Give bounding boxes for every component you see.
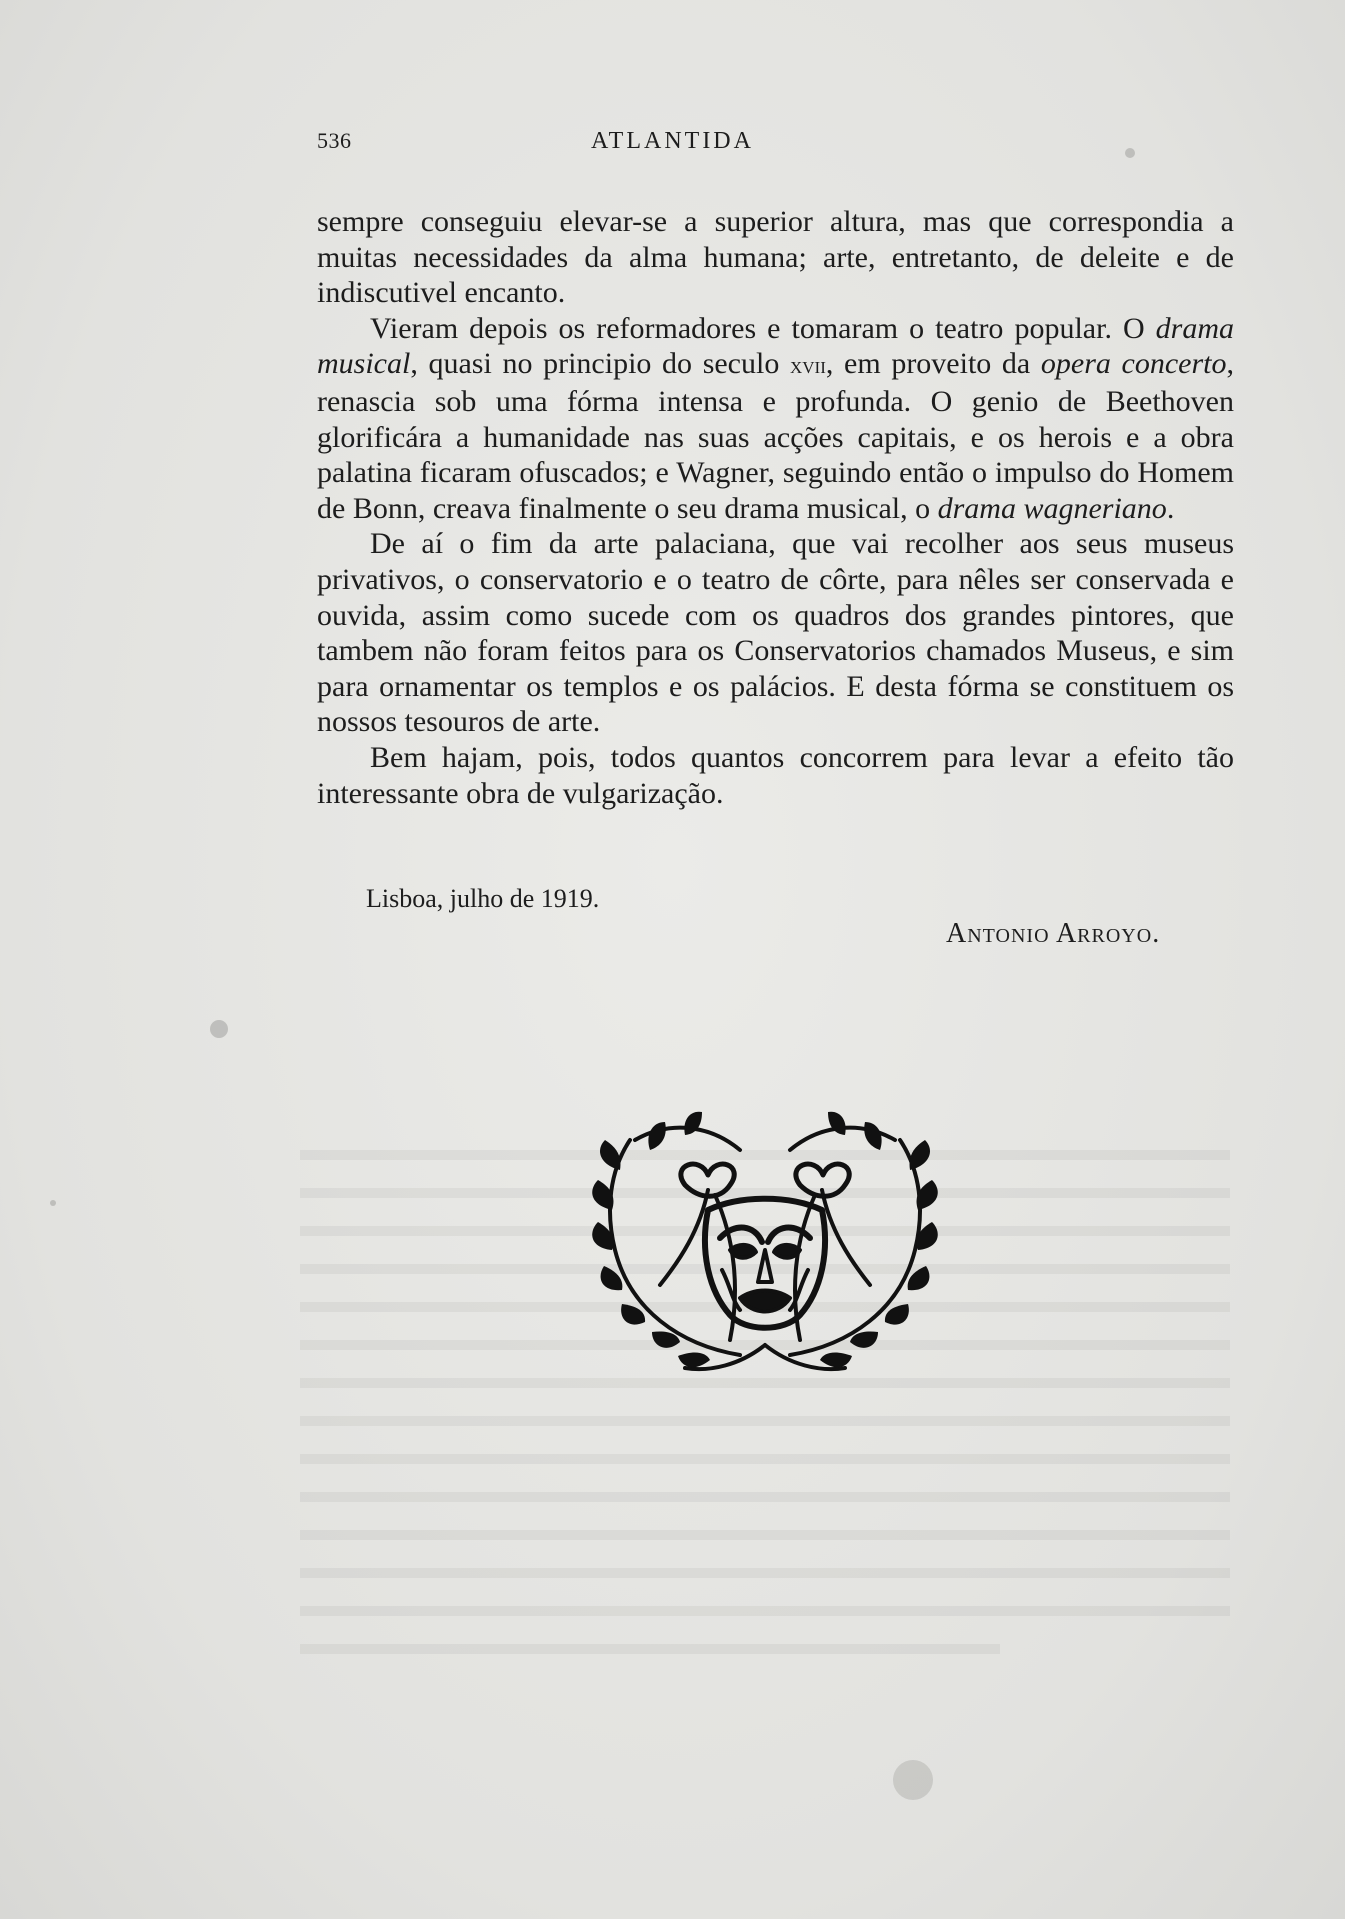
- running-header: [0, 128, 1345, 158]
- italic-phrase: drama musical: [317, 311, 1234, 381]
- body-paragraph: [317, 311, 1234, 527]
- text-run: Vieram depois os reformadores e tomaram o teatro popular. O: [370, 311, 1156, 345]
- text-run: .: [1166, 491, 1175, 525]
- paper-speck: [210, 1020, 228, 1038]
- italic-phrase: drama wagneriano: [937, 491, 1167, 525]
- italic-phrase: opera concerto: [1040, 347, 1227, 381]
- paper-speck: [893, 1760, 933, 1800]
- page-number: 536: [317, 128, 352, 153]
- body-paragraph: [317, 740, 1234, 811]
- body-paragraph: [317, 526, 1234, 740]
- paper-speck: [50, 1200, 56, 1206]
- text-run: , renascia sob uma fórma intensa e profunda. O genio de Beethoven glorificára a humanidade nas suas acções capitais, e os herois e a obra palatina ficaram ofuscados; e Wagner, seguindo então o impulso do Homem de Bonn, creava finalmente o seu drama musical, o: [317, 347, 1234, 525]
- signature-block: [0, 884, 1345, 949]
- text-run: De aí o fim da arte palaciana, que vai recolher aos seus museus privativos, o conservatorio e o teatro de côrte, para nêles ser conservada e ouvida, assim como sucede com os quadros dos grandes pintores, que tambem não foram feitos para os Conservatorios chamados Museus, e sim para ornamentar os templos e os palácios. E desta fórma se constituem os nossos tesouros de arte.: [317, 527, 1234, 739]
- text-run: , em proveito da: [825, 347, 1041, 381]
- theatre-mask-laurel-icon: [590, 1110, 940, 1385]
- body-text: [317, 204, 1234, 811]
- running-title: ATLANTIDA: [591, 128, 754, 154]
- text-run: sempre conseguiu elevar-se a superior altura, mas que correspondia a muitas necessidades da alma humana; arte, entretanto, de deleite e de indiscutivel encanto.: [317, 205, 1234, 310]
- text-run: , quasi no principio do seculo: [410, 347, 790, 381]
- place-date: Lisboa, julho de 1919.: [366, 884, 600, 913]
- author-name: Antonio Arroyo.: [946, 918, 1161, 949]
- small-caps-numeral: xvii: [789, 352, 826, 380]
- body-paragraph: [317, 204, 1234, 311]
- text-run: Bem hajam, pois, todos quantos concorrem para levar a efeito tão interessante obra de vulgarização.: [317, 740, 1234, 810]
